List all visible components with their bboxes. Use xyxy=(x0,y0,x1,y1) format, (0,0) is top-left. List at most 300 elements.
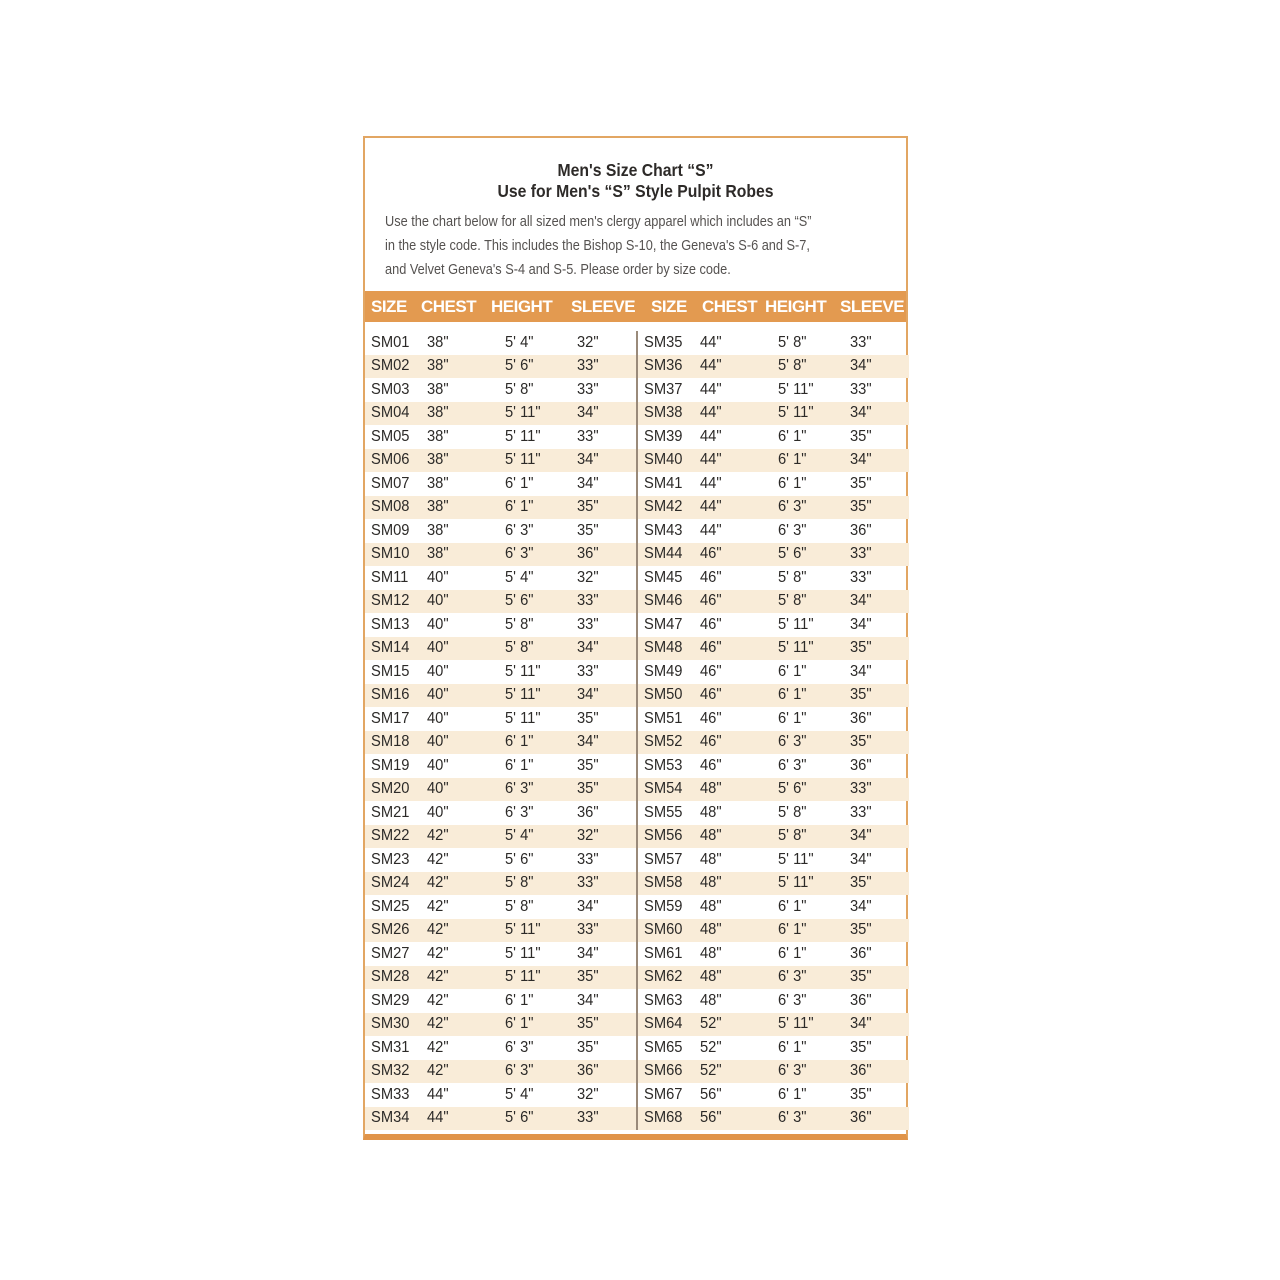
cell-size: SM49 xyxy=(644,662,683,680)
cell-size: SM03 xyxy=(371,380,410,398)
cell-height: 5' 8" xyxy=(778,333,807,351)
cell-height-wrap xyxy=(505,968,577,986)
cell-size-wrap xyxy=(365,733,427,751)
cell-chest: 42" xyxy=(427,968,449,986)
cell-sleeve-wrap xyxy=(577,404,636,422)
table-row xyxy=(365,425,636,449)
cell-size: SM22 xyxy=(371,827,410,845)
cell-chest: 42" xyxy=(427,991,449,1009)
cell-sleeve: 34" xyxy=(850,357,872,375)
cell-sleeve: 32" xyxy=(577,568,599,586)
cell-sleeve: 36" xyxy=(850,709,872,727)
table-row xyxy=(365,801,636,825)
cell-chest-wrap xyxy=(700,569,778,587)
cell-chest-wrap xyxy=(700,616,778,634)
cell-chest-wrap xyxy=(700,898,778,916)
cell-size-wrap xyxy=(638,992,700,1010)
cell-size: SM46 xyxy=(644,592,683,610)
cell-chest-wrap xyxy=(700,780,778,798)
cell-chest: 40" xyxy=(427,756,449,774)
cell-sleeve-wrap xyxy=(850,851,909,869)
cell-sleeve: 35" xyxy=(850,1038,872,1056)
cell-height: 6' 3" xyxy=(505,1038,534,1056)
cell-size: SM29 xyxy=(371,991,410,1009)
cell-size-wrap xyxy=(638,733,700,751)
cell-size: SM39 xyxy=(644,427,683,445)
cell-sleeve: 36" xyxy=(577,545,599,563)
cell-height-wrap xyxy=(505,1015,577,1033)
cell-height: 6' 1" xyxy=(505,474,534,492)
chart-title xyxy=(410,160,861,202)
cell-size-wrap xyxy=(638,921,700,939)
cell-chest-wrap xyxy=(427,992,505,1010)
cell-size-wrap xyxy=(365,404,427,422)
cell-sleeve-wrap xyxy=(577,475,636,493)
cell-size: SM15 xyxy=(371,662,410,680)
cell-size-wrap xyxy=(638,851,700,869)
table-row xyxy=(365,754,636,778)
cell-height-wrap xyxy=(778,780,850,798)
cell-sleeve-wrap xyxy=(850,357,909,375)
cell-chest: 42" xyxy=(427,1062,449,1080)
table-row xyxy=(638,989,909,1013)
cell-size: SM63 xyxy=(644,991,683,1009)
cell-height: 5' 6" xyxy=(778,780,807,798)
cell-height-wrap xyxy=(778,404,850,422)
cell-size: SM02 xyxy=(371,357,410,375)
cell-chest: 46" xyxy=(700,568,722,586)
cell-chest-wrap xyxy=(427,945,505,963)
cell-height: 6' 1" xyxy=(778,451,807,469)
cell-size-wrap xyxy=(638,569,700,587)
cell-size: SM17 xyxy=(371,709,410,727)
cell-height: 6' 1" xyxy=(505,1015,534,1033)
cell-chest-wrap xyxy=(427,663,505,681)
cell-sleeve-wrap xyxy=(850,710,909,728)
table-row xyxy=(638,378,909,402)
cell-chest-wrap xyxy=(427,639,505,657)
cell-size-wrap xyxy=(365,334,427,352)
table-row xyxy=(638,778,909,802)
cell-size: SM20 xyxy=(371,780,410,798)
cell-height: 5' 8" xyxy=(778,357,807,375)
cell-height: 5' 6" xyxy=(778,545,807,563)
cell-size: SM40 xyxy=(644,451,683,469)
cell-size: SM68 xyxy=(644,1109,683,1127)
cell-sleeve: 35" xyxy=(577,1015,599,1033)
cell-sleeve-wrap xyxy=(850,616,909,634)
cell-height-wrap xyxy=(505,522,577,540)
cell-chest: 44" xyxy=(700,427,722,445)
table-row xyxy=(365,848,636,872)
description-line: Use the chart below for all sized men's clergy apparel which includes an “S” xyxy=(385,214,812,230)
cell-height-wrap xyxy=(778,757,850,775)
cell-sleeve: 33" xyxy=(577,592,599,610)
cell-sleeve-wrap xyxy=(850,827,909,845)
cell-sleeve: 33" xyxy=(577,427,599,445)
cell-chest: 46" xyxy=(700,592,722,610)
cell-chest-wrap xyxy=(427,827,505,845)
cell-chest: 48" xyxy=(700,827,722,845)
table-row xyxy=(365,637,636,661)
cell-sleeve: 36" xyxy=(850,944,872,962)
cell-size: SM21 xyxy=(371,803,410,821)
cell-chest-wrap xyxy=(427,1109,505,1127)
cell-size-wrap xyxy=(365,710,427,728)
cell-chest-wrap xyxy=(427,968,505,986)
cell-height: 5' 8" xyxy=(505,639,534,657)
cell-size: SM24 xyxy=(371,874,410,892)
table-row xyxy=(638,637,909,661)
cell-size-wrap xyxy=(638,757,700,775)
cell-sleeve-wrap xyxy=(850,921,909,939)
cell-sleeve: 35" xyxy=(850,874,872,892)
cell-chest: 40" xyxy=(427,592,449,610)
table-row xyxy=(638,331,909,355)
cell-sleeve-wrap xyxy=(577,757,636,775)
cell-size-wrap xyxy=(638,334,700,352)
cell-height-wrap xyxy=(505,663,577,681)
cell-chest-wrap xyxy=(700,639,778,657)
cell-chest: 42" xyxy=(427,850,449,868)
table-row xyxy=(365,825,636,849)
table-row xyxy=(638,872,909,896)
cell-chest-wrap xyxy=(700,874,778,892)
cell-size-wrap xyxy=(365,780,427,798)
chart-title-line2: Use for Men's “S” Style Pulpit Robes xyxy=(497,181,774,201)
description-line: in the style code. This includes the Bishop S-10, the Geneva's S-6 and S-7, xyxy=(385,238,810,254)
cell-height-wrap xyxy=(505,851,577,869)
cell-chest-wrap xyxy=(427,357,505,375)
cell-size: SM07 xyxy=(371,474,410,492)
cell-chest: 40" xyxy=(427,686,449,704)
cell-size-wrap xyxy=(365,898,427,916)
cell-size: SM10 xyxy=(371,545,410,563)
cell-height: 6' 1" xyxy=(778,662,807,680)
cell-size-wrap xyxy=(365,757,427,775)
cell-sleeve: 32" xyxy=(577,1085,599,1103)
cell-sleeve: 33" xyxy=(850,333,872,351)
table-row xyxy=(365,613,636,637)
cell-size-wrap xyxy=(638,898,700,916)
cell-sleeve-wrap xyxy=(850,404,909,422)
cell-size: SM58 xyxy=(644,874,683,892)
cell-height: 6' 3" xyxy=(778,733,807,751)
cell-height-wrap xyxy=(778,733,850,751)
table-row xyxy=(638,707,909,731)
cell-height-wrap xyxy=(778,1062,850,1080)
cell-chest: 42" xyxy=(427,1038,449,1056)
cell-chest-wrap xyxy=(700,827,778,845)
cell-sleeve-wrap xyxy=(577,1109,636,1127)
cell-size-wrap xyxy=(638,827,700,845)
cell-height-wrap xyxy=(778,1109,850,1127)
table-row xyxy=(365,355,636,379)
cell-height: 5' 8" xyxy=(505,874,534,892)
cell-height: 5' 11" xyxy=(778,1015,814,1033)
cell-sleeve-wrap xyxy=(577,780,636,798)
cell-size: SM66 xyxy=(644,1062,683,1080)
cell-size-wrap xyxy=(638,639,700,657)
cell-chest: 46" xyxy=(700,662,722,680)
cell-height: 5' 6" xyxy=(505,592,534,610)
cell-height: 6' 1" xyxy=(778,686,807,704)
cell-chest-wrap xyxy=(427,381,505,399)
cell-sleeve-wrap xyxy=(850,545,909,563)
header-sleeve: SLEEVE xyxy=(571,297,636,316)
cell-chest-wrap xyxy=(700,686,778,704)
cell-height-wrap xyxy=(778,569,850,587)
cell-chest: 38" xyxy=(427,380,449,398)
cell-chest: 44" xyxy=(700,474,722,492)
cell-sleeve: 34" xyxy=(850,850,872,868)
table-row xyxy=(638,1036,909,1060)
cell-chest: 38" xyxy=(427,474,449,492)
table-row xyxy=(638,895,909,919)
cell-height: 6' 3" xyxy=(505,521,534,539)
cell-sleeve: 36" xyxy=(850,1062,872,1080)
table-row xyxy=(365,919,636,943)
cell-height: 6' 1" xyxy=(778,427,807,445)
cell-chest-wrap xyxy=(427,1062,505,1080)
cell-height-wrap xyxy=(778,545,850,563)
cell-size: SM44 xyxy=(644,545,683,563)
cell-chest-wrap xyxy=(427,921,505,939)
cell-sleeve: 34" xyxy=(850,1015,872,1033)
table-row xyxy=(638,942,909,966)
cell-chest: 38" xyxy=(427,427,449,445)
table-row xyxy=(638,355,909,379)
cell-chest-wrap xyxy=(700,1109,778,1127)
cell-chest-wrap xyxy=(700,1086,778,1104)
cell-chest: 38" xyxy=(427,521,449,539)
cell-height: 5' 11" xyxy=(505,709,541,727)
cell-chest: 40" xyxy=(427,615,449,633)
cell-size: SM28 xyxy=(371,968,410,986)
cell-sleeve: 34" xyxy=(577,897,599,915)
cell-chest-wrap xyxy=(700,757,778,775)
cell-sleeve-wrap xyxy=(577,827,636,845)
cell-chest-wrap xyxy=(427,757,505,775)
cell-chest: 42" xyxy=(427,897,449,915)
cell-sleeve: 33" xyxy=(577,850,599,868)
cell-height-wrap xyxy=(505,639,577,657)
cell-size: SM52 xyxy=(644,733,683,751)
cell-chest-wrap xyxy=(427,334,505,352)
cell-chest: 38" xyxy=(427,545,449,563)
cell-chest: 44" xyxy=(700,404,722,422)
cell-height-wrap xyxy=(778,522,850,540)
cell-sleeve: 35" xyxy=(850,498,872,516)
table-row xyxy=(638,1107,909,1131)
cell-chest-wrap xyxy=(427,851,505,869)
cell-height-wrap xyxy=(505,757,577,775)
cell-sleeve-wrap xyxy=(850,968,909,986)
cell-height-wrap xyxy=(505,404,577,422)
table-row xyxy=(638,731,909,755)
cell-size: SM50 xyxy=(644,686,683,704)
cell-height: 6' 1" xyxy=(778,709,807,727)
cell-sleeve-wrap xyxy=(850,1109,909,1127)
cell-sleeve-wrap xyxy=(850,757,909,775)
cell-height: 6' 1" xyxy=(778,921,807,939)
cell-size-wrap xyxy=(638,545,700,563)
table-row xyxy=(365,684,636,708)
cell-size-wrap xyxy=(638,968,700,986)
cell-height-wrap xyxy=(505,451,577,469)
cell-size: SM19 xyxy=(371,756,410,774)
cell-chest-wrap xyxy=(427,569,505,587)
cell-sleeve: 33" xyxy=(577,921,599,939)
cell-height-wrap xyxy=(778,334,850,352)
cell-sleeve-wrap xyxy=(850,733,909,751)
cell-sleeve: 32" xyxy=(577,827,599,845)
cell-chest-wrap xyxy=(700,921,778,939)
table-row xyxy=(638,425,909,449)
cell-height-wrap xyxy=(778,945,850,963)
cell-chest-wrap xyxy=(700,968,778,986)
cell-sleeve: 34" xyxy=(850,827,872,845)
cell-chest: 44" xyxy=(700,357,722,375)
table-row xyxy=(365,472,636,496)
cell-height: 5' 11" xyxy=(505,427,541,445)
cell-height-wrap xyxy=(778,992,850,1010)
cell-chest: 46" xyxy=(700,615,722,633)
cell-size-wrap xyxy=(638,1062,700,1080)
cell-sleeve: 34" xyxy=(850,404,872,422)
table-row xyxy=(365,519,636,543)
cell-size: SM33 xyxy=(371,1085,410,1103)
cell-height: 5' 4" xyxy=(505,568,534,586)
cell-height-wrap xyxy=(505,428,577,446)
cell-chest: 48" xyxy=(700,874,722,892)
cell-chest: 48" xyxy=(700,850,722,868)
cell-size: SM31 xyxy=(371,1038,410,1056)
cell-sleeve-wrap xyxy=(577,945,636,963)
table-row xyxy=(638,966,909,990)
cell-chest: 38" xyxy=(427,451,449,469)
cell-height-wrap xyxy=(778,498,850,516)
cell-chest-wrap xyxy=(700,357,778,375)
cell-sleeve-wrap xyxy=(850,874,909,892)
cell-chest: 40" xyxy=(427,662,449,680)
cell-height-wrap xyxy=(778,710,850,728)
cell-height-wrap xyxy=(778,592,850,610)
cell-size-wrap xyxy=(365,1015,427,1033)
table-row xyxy=(638,825,909,849)
table-row xyxy=(638,919,909,943)
table-row xyxy=(365,989,636,1013)
cell-chest-wrap xyxy=(700,475,778,493)
cell-height-wrap xyxy=(778,1039,850,1057)
cell-chest-wrap xyxy=(427,1015,505,1033)
cell-size: SM55 xyxy=(644,803,683,821)
cell-height-wrap xyxy=(505,381,577,399)
table-row xyxy=(365,660,636,684)
cell-size: SM61 xyxy=(644,944,683,962)
cell-height: 5' 4" xyxy=(505,1085,534,1103)
cell-chest: 52" xyxy=(700,1062,722,1080)
cell-sleeve-wrap xyxy=(850,1039,909,1057)
cell-size: SM04 xyxy=(371,404,410,422)
cell-height-wrap xyxy=(505,569,577,587)
cell-height-wrap xyxy=(778,921,850,939)
cell-sleeve-wrap xyxy=(850,686,909,704)
cell-sleeve-wrap xyxy=(577,639,636,657)
cell-height-wrap xyxy=(505,1039,577,1057)
cell-sleeve-wrap xyxy=(577,898,636,916)
cell-chest-wrap xyxy=(427,428,505,446)
table-row xyxy=(365,872,636,896)
cell-height: 5' 4" xyxy=(505,333,534,351)
cell-height: 6' 3" xyxy=(778,756,807,774)
cell-height: 5' 11" xyxy=(505,451,541,469)
cell-size-wrap xyxy=(365,475,427,493)
cell-size: SM51 xyxy=(644,709,683,727)
table-row xyxy=(365,1013,636,1037)
cell-height: 5' 11" xyxy=(778,850,814,868)
cell-sleeve: 35" xyxy=(577,968,599,986)
cell-sleeve: 36" xyxy=(850,991,872,1009)
cell-height: 5' 8" xyxy=(778,803,807,821)
cell-size: SM23 xyxy=(371,850,410,868)
cell-size: SM38 xyxy=(644,404,683,422)
cell-size-wrap xyxy=(638,404,700,422)
cell-size-wrap xyxy=(638,475,700,493)
cell-size: SM14 xyxy=(371,639,410,657)
cell-size: SM64 xyxy=(644,1015,683,1033)
cell-height: 5' 6" xyxy=(505,1109,534,1127)
cell-height-wrap xyxy=(505,921,577,939)
cell-size-wrap xyxy=(365,992,427,1010)
cell-chest: 46" xyxy=(700,686,722,704)
cell-size-wrap xyxy=(365,1039,427,1057)
table-row xyxy=(365,590,636,614)
cell-sleeve: 35" xyxy=(850,474,872,492)
table-row xyxy=(638,566,909,590)
cell-size: SM62 xyxy=(644,968,683,986)
cell-chest: 40" xyxy=(427,780,449,798)
table-row xyxy=(365,895,636,919)
cell-sleeve-wrap xyxy=(850,428,909,446)
right-column xyxy=(638,331,909,1130)
cell-sleeve: 34" xyxy=(577,639,599,657)
cell-sleeve: 34" xyxy=(577,474,599,492)
cell-height-wrap xyxy=(778,686,850,704)
cell-chest-wrap xyxy=(700,334,778,352)
size-chart xyxy=(363,136,908,1140)
cell-chest: 40" xyxy=(427,568,449,586)
cell-chest: 42" xyxy=(427,874,449,892)
header-size: SIZE xyxy=(371,297,407,316)
cell-size-wrap xyxy=(365,498,427,516)
left-column xyxy=(365,331,638,1130)
cell-chest: 44" xyxy=(427,1109,449,1127)
cell-size: SM43 xyxy=(644,521,683,539)
cell-sleeve: 35" xyxy=(850,733,872,751)
cell-height: 5' 11" xyxy=(778,404,814,422)
cell-sleeve: 35" xyxy=(577,756,599,774)
cell-chest: 56" xyxy=(700,1085,722,1103)
cell-chest-wrap xyxy=(427,592,505,610)
header-size: SIZE xyxy=(651,297,687,316)
cell-height-wrap xyxy=(778,827,850,845)
cell-sleeve: 36" xyxy=(577,1062,599,1080)
cell-chest: 56" xyxy=(700,1109,722,1127)
chart-description xyxy=(385,210,878,282)
cell-chest: 40" xyxy=(427,709,449,727)
cell-chest: 42" xyxy=(427,944,449,962)
